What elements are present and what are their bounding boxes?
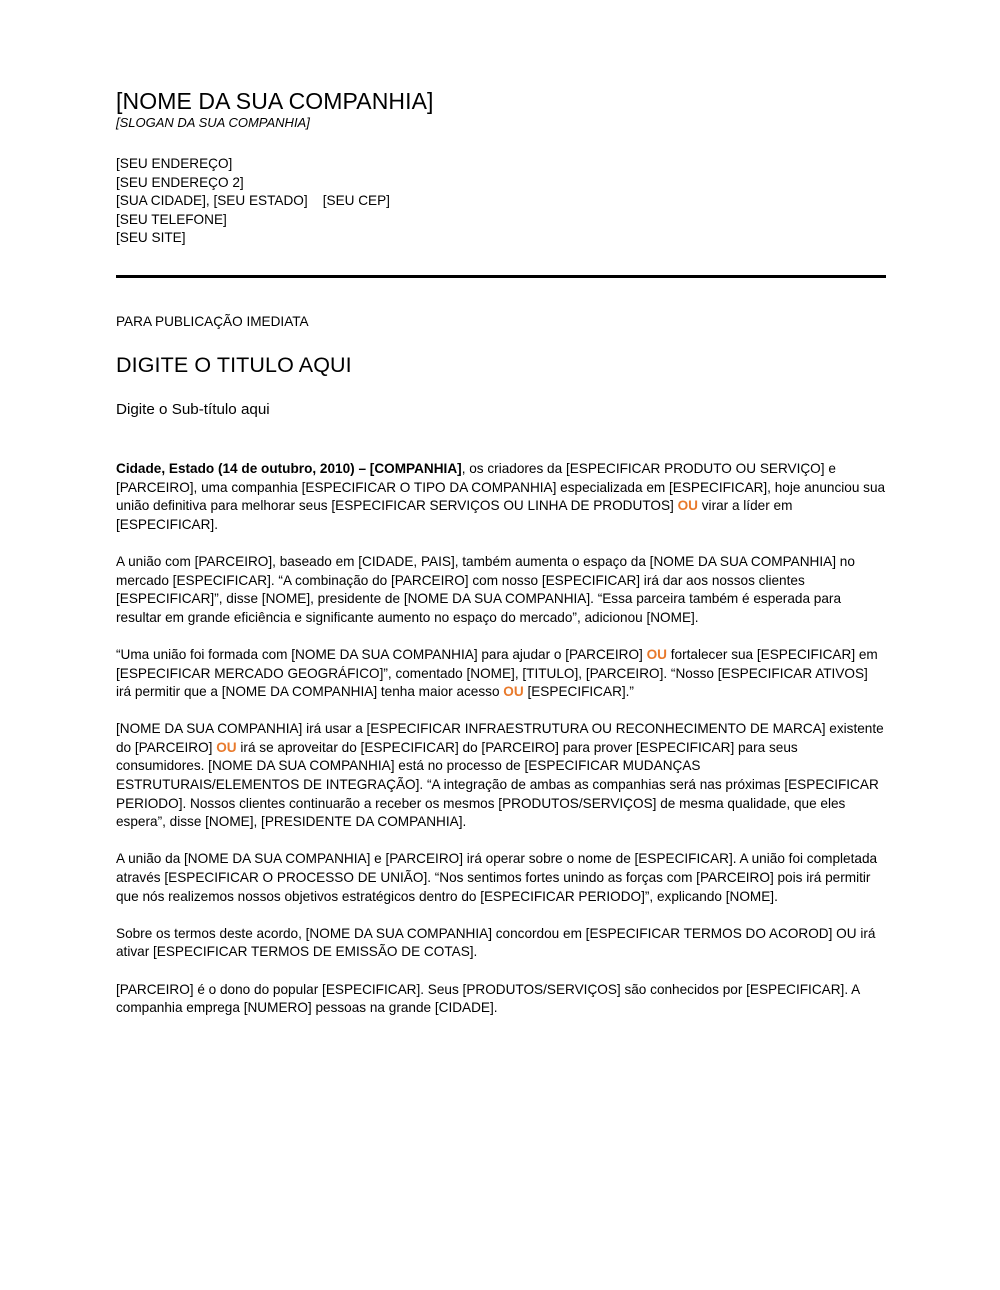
paragraph-4-segment-2: irá se aproveitar do [ESPECIFICAR] do [PARCEIRO] para prover [ESPECIFICAR] para seus consumidores. [NOME DA SUA COMPANHIA] está no processo de [ESPECIFICAR MUDANÇAS ESTRUTURAIS/ELEMENTOS DE INTEGRAÇÃO]. “A integração de ambas as companhias será nas próximas [ESPECIFICAR PERIODO]. Nossos clientes continuarão a receber os mesmos [PRODUTOS/SERVIÇOS] de mesma qualidade, que eles espera”, disse [NOME], [PRESIDENTE DA COMPANHIA]. [116, 739, 879, 830]
release-label: PARA PUBLICAÇÃO IMEDIATA [116, 313, 309, 329]
body-paragraph-2: A união com [PARCEIRO], baseado em [CIDADE, PAIS], também aumenta o espaço da [NOME DA SUA COMPANHIA] no mercado [ESPECIFICAR]. “A combinação do [PARCEIRO] com nosso [ESPECIFICAR] irá dar aos nossos clientes [ESPECIFICAR]”, disse [NOME], presidente de [NOME DA SUA COMPANHIA]. “Essa parceira também é esperada para resultar em grande eficiência e significante aumento no espaço do mercado”, adicionou [NOME]. [116, 553, 855, 625]
paragraph-3-segment-1: “Uma união foi formada com [NOME DA SUA COMPANHIA] para ajudar o [PARCEIRO] [116, 646, 647, 662]
address-block [116, 155, 886, 248]
letterhead [116, 88, 886, 248]
paragraph-1-segment-2: virar a líder em [ESPECIFICAR]. [116, 498, 793, 532]
dateline-lead-in: Cidade, Estado (14 de outubro, 2010) – [COMPANHIA] [116, 460, 462, 476]
document-content [116, 88, 886, 1018]
paragraph-4-segment-1: [NOME DA SUA COMPANHIA] irá usar a [ESPECIFICAR INFRAESTRUTURA OU RECONHECIMENTO DE MARCA] existente do [PARCEIRO] [116, 721, 884, 755]
paragraph-3-segment-3: [ESPECIFICAR].” [523, 684, 634, 700]
address-line-city-state-zip: [SUA CIDADE], [SEU ESTADO] [SEU CEP] [116, 193, 390, 209]
ou-highlight: OU [503, 684, 524, 700]
body-paragraph-6: Sobre os termos deste acordo, [NOME DA SUA COMPANHIA] concordou em [ESPECIFICAR TERMOS DO ACOROD] OU irá ativar [ESPECIFICAR TERMOS DE EMISSÃO DE COTAS]. [116, 925, 876, 960]
ou-highlight: OU [677, 498, 698, 514]
address-line-website: [SEU SITE] [116, 230, 186, 246]
address-line-phone: [SEU TELEFONE] [116, 211, 227, 227]
address-line-street-2: [SEU ENDEREÇO 2] [116, 174, 244, 190]
ou-highlight: OU [646, 646, 667, 662]
body-paragraph-4 [116, 720, 886, 832]
company-slogan: [SLOGAN DA SUA COMPANHIA] [116, 115, 310, 130]
ou-highlight: OU [216, 739, 237, 755]
release-title: DIGITE O TITULO AQUI [116, 352, 352, 377]
company-name: [NOME DA SUA COMPANHIA] [116, 88, 434, 114]
body-paragraph-5: A união da [NOME DA SUA COMPANHIA] e [PARCEIRO] irá operar sobre o nome de [ESPECIFICAR]. A união foi completada através [ESPECIFICAR O PROCESSO DE UNIÃO]. “Nos sentimos fortes unindo as forças com [PARCEIRO] pois irá permitir que nós realizemos nossos objetivos estratégicos dentro do [ESPECIFICAR PERIODO]”, explicando [NOME]. [116, 851, 878, 904]
body-paragraph-7: [PARCEIRO] é o dono do popular [ESPECIFICAR]. Seus [PRODUTOS/SERVIÇOS] são conhecidos por [ESPECIFICAR]. A companhia emprega [NUMERO] pessoas na grande [CIDADE]. [116, 981, 860, 1016]
header-divider [116, 275, 886, 278]
body-paragraph-3 [116, 646, 886, 702]
address-line-street: [SEU ENDEREÇO] [116, 156, 233, 171]
release-heading [116, 313, 886, 420]
release-subtitle: Digite o Sub-título aqui [116, 400, 270, 418]
paragraph-1-segment-1: , os criadores da [ESPECIFICAR PRODUTO OU SERVIÇO] e [PARCEIRO], uma companhia [ESPECIFICAR O TIPO DA COMPANHIA] especializada em [ESPECIFICAR], hoje anunciou sua união definitiva para melhorar seus [ESPECIFICAR SERVIÇOS OU LINHA DE PRODUTOS] [116, 460, 886, 514]
release-body [116, 460, 886, 1018]
body-paragraph-1 [116, 460, 886, 534]
paragraph-3-segment-2: fortalecer sua [ESPECIFICAR] em [ESPECIFICAR MERCADO GEOGRÁFICO]”, comentado [NOME], [TITULO], [PARCEIRO]. “Nosso [ESPECIFICAR ATIVOS] irá permitir que a [NOME DA COMPANHIA] tenha maior acesso [116, 646, 878, 700]
